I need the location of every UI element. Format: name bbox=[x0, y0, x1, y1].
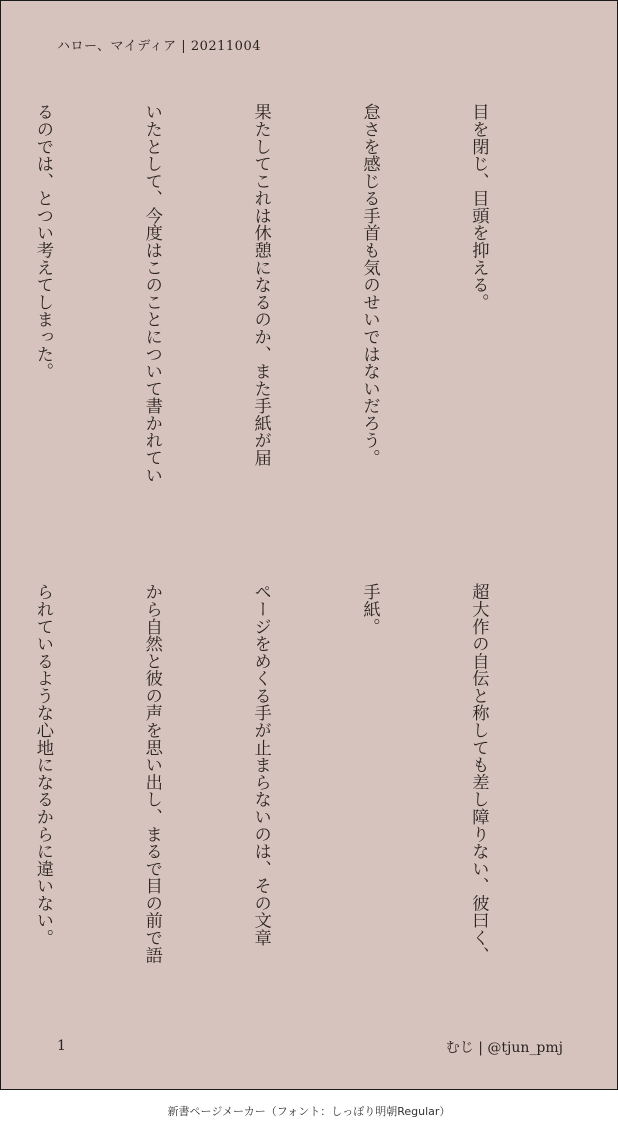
text-line: 果たしてこれは休憩になるのか、また手紙が届 bbox=[250, 103, 271, 467]
text-line: から自然と彼の声を思い出し、まるで目の前で語 bbox=[141, 583, 162, 964]
page-header: ハロー、マイディア | 20211004 bbox=[57, 39, 261, 54]
text-line: 超大作の自伝と称しても差し障りない、彼曰く、 bbox=[468, 583, 489, 964]
text-line: 怠さを感じる手首も気のせいではないだろう。 bbox=[359, 103, 380, 467]
text-line: られているような心地になるからに違いない。 bbox=[32, 583, 53, 947]
text-line: 目を閉じ、目頭を抑える。 bbox=[468, 103, 489, 311]
author-credit: むじ | @tjun_pmj bbox=[445, 1040, 563, 1056]
text-line: 手紙。 bbox=[359, 583, 380, 635]
text-line: ページをめくる手が止まらないのは、その文章 bbox=[250, 583, 271, 947]
generator-caption: 新書ページメーカー（フォント：しっぽり明朝Regular） bbox=[167, 1105, 451, 1118]
text-line: いたとして、今度はこのことについて書かれてい bbox=[141, 103, 162, 484]
text-line: るのでは、とつい考えてしまった。 bbox=[32, 103, 53, 380]
lower-text-column-block bbox=[32, 583, 569, 1013]
page-number: 1 bbox=[57, 1038, 66, 1054]
upper-text-column-block bbox=[32, 103, 569, 533]
